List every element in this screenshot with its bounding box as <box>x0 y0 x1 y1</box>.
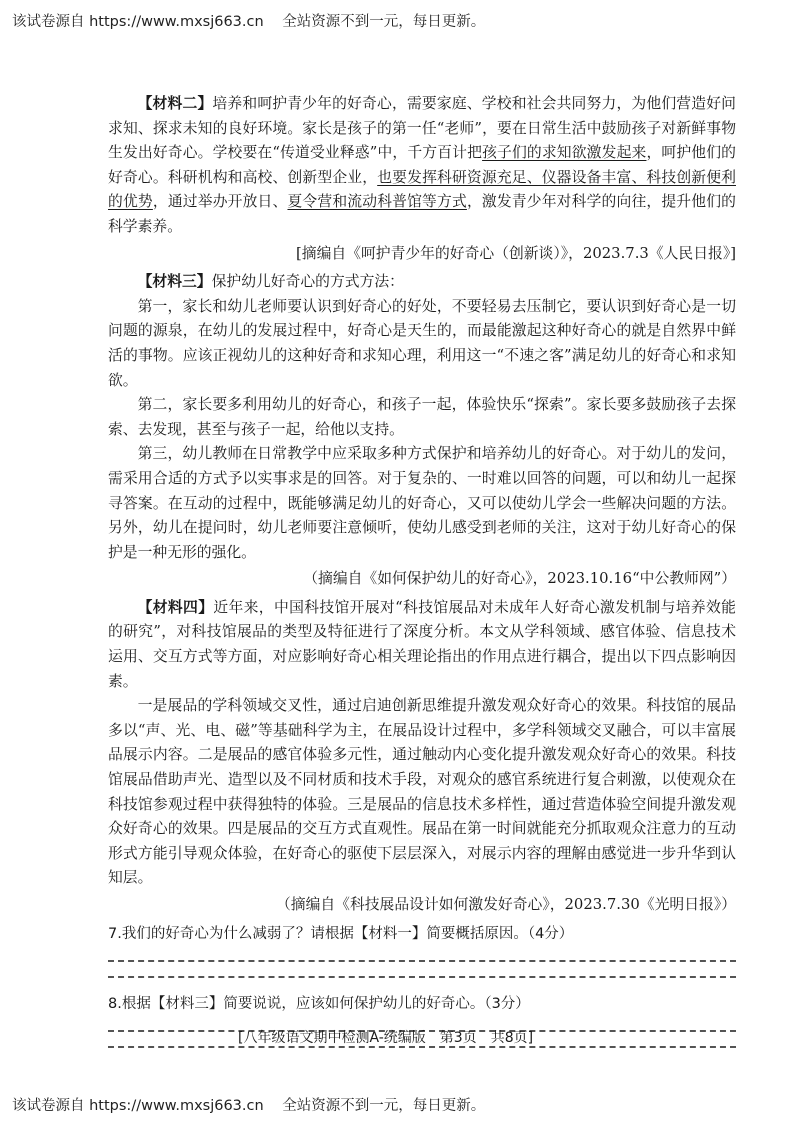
answer-line-q7-2[interactable] <box>108 976 736 978</box>
material2-paragraph <box>108 92 736 240</box>
watermark-bottom <box>12 1094 485 1115</box>
material3-intro <box>108 270 736 295</box>
watermark-top <box>12 10 485 31</box>
material2-tag: 【材料二】 <box>137 95 213 112</box>
material3-citation: （摘编自《如何保护幼儿的好奇心》，2023.10.16“中公教师网”） <box>303 570 736 588</box>
material4-para1-text: 近年来，中国科技馆开展对“科技馆展品对未成年人好奇心激发机制与培养效能的研究”，对科技馆展品的类型及特征进行了深度分析。本文从学科领域、感官体验、信息技术运用、交互方式等方面，对应影响好奇心相关理论指出的作用点进行耦合，提出以下四点影响因素。 <box>108 598 736 690</box>
material2-underline-1: 孩子们的求知欲激发起来 <box>482 144 647 162</box>
watermark-url[interactable]: https://www.mxsj663.cn <box>89 14 264 30</box>
material2-text-b: ，呵护他们的好奇心。科研机构和高校、创新型企业， <box>108 144 736 186</box>
material4-para1 <box>108 596 736 694</box>
question-8: 8.根据【材料三】简要说说，应该如何保护幼儿的好奇心。（3分） <box>108 995 530 1012</box>
material2-citation: [摘编自《呵护青少年的好奇心（创新谈）》，2023.7.3《人民日报》] <box>296 244 736 262</box>
page-footer: [八年级语文期中检测A-统编版 第3页 共8页] <box>238 1030 534 1046</box>
material2-underline-3: 夏令营和流动科普馆等方式 <box>287 193 467 211</box>
material4-citation: （摘编自《科技展品设计如何激发好奇心》，2023.7.30《光明日报》） <box>275 896 736 913</box>
watermark-slogan: 全站资源不到一元，每日更新。 <box>282 14 486 30</box>
exam-page-content <box>108 92 736 1048</box>
material4-para2: 一是展品的学科领域交叉性，通过启迪创新思维提升激发观众好奇心的效果。科技馆的展品多以“声、光、电、磁”等基础科学为主，在展品设计过程中，多学科领域交叉融合，可以丰富展品展示内容。二是展品的感官体验多元性，通过触动内心变化提升激发观众好奇心的效果。科技馆展品借助声光、造型以及不同材质和技术手段，对观众的感官系统进行复合刺激，以使观众在科技馆参观过程中获得独特的体验。三是展品的信息技术多样性，通过营造体验空间提升激发观众好奇心的效果。四是展品的交互方式直观性。展品在第一时间就能充分抓取观众注意力的互动形式方能引导观众体验，在好奇心的驱使下层层深入，对展示内容的理解由感觉进一步升华到认知层。 <box>108 697 736 887</box>
material3-para2: 第二，家长要多利用幼儿的好奇心，和孩子一起，体验快乐“探索”。家长要多鼓励孩子去探索、去发现，甚至与孩子一起，给他以支持。 <box>108 396 736 438</box>
material4-tag: 【材料四】 <box>137 598 214 616</box>
watermark-site-name: 该试卷源自 <box>12 1098 85 1114</box>
material3-para3: 第三，幼儿教师在日常教学中应采取多种方式保护和培养幼儿的好奇心。对于幼儿的发问，需采用合适的方式予以实事求是的回答。对于复杂的、一时难以回答的问题，可以和幼儿一起探寻答案。在互动的过程中，既能够满足幼儿的好奇心，又可以使幼儿学会一些解决问题的方法。另外，幼儿在提问时，幼儿老师要注意倾听，使幼儿感受到老师的关注，这对于幼儿好奇心的保护是一种无形的强化。 <box>108 445 736 561</box>
watermark-site-name: 该试卷源自 <box>12 14 85 30</box>
material2-text-d: ，激发青少年对科学的向往，提升他们的科学素养。 <box>108 193 736 235</box>
material3-para1: 第一，家长和幼儿老师要认识到好奇心的好处，不要轻易去压制它，要认识到好奇心是一切问题的源泉，在幼儿的发展过程中，好奇心是天生的，而最能激起这种好奇心的就是自然界中鲜活的事物。应该正视幼儿的这种好奇和求知心理，利用这一“不速之客”满足幼儿的好奇心和求知欲。 <box>108 297 736 389</box>
answer-line-q7-1[interactable] <box>108 960 736 962</box>
watermark-url[interactable]: https://www.mxsj663.cn <box>89 1098 264 1114</box>
material3-tag: 【材料三】 <box>137 273 212 291</box>
material2-underline-2: 也要发挥科研资源充足、仪器设备丰富、科技创新便利的优势 <box>108 168 736 211</box>
material2-text-a: 培养和呵护青少年的好奇心，需要家庭、学校和社会共同努力，为他们营造好问求知、探求未知的良好环境。家长是孩子的第一任“老师”，要在日常生活中鼓励孩子对新鲜事物生发出好奇心。学校要在“传道受业释惑”中，千方百计把 <box>108 95 736 162</box>
material2-text-c: ，通过举办开放日、 <box>152 193 288 211</box>
question-7: 7.我们的好奇心为什么减弱了？请根据【材料一】简要概括原因。（4分） <box>108 925 574 942</box>
material3-intro-text: 保护幼儿好奇心的方式方法： <box>211 273 404 291</box>
watermark-slogan: 全站资源不到一元，每日更新。 <box>282 1098 486 1114</box>
